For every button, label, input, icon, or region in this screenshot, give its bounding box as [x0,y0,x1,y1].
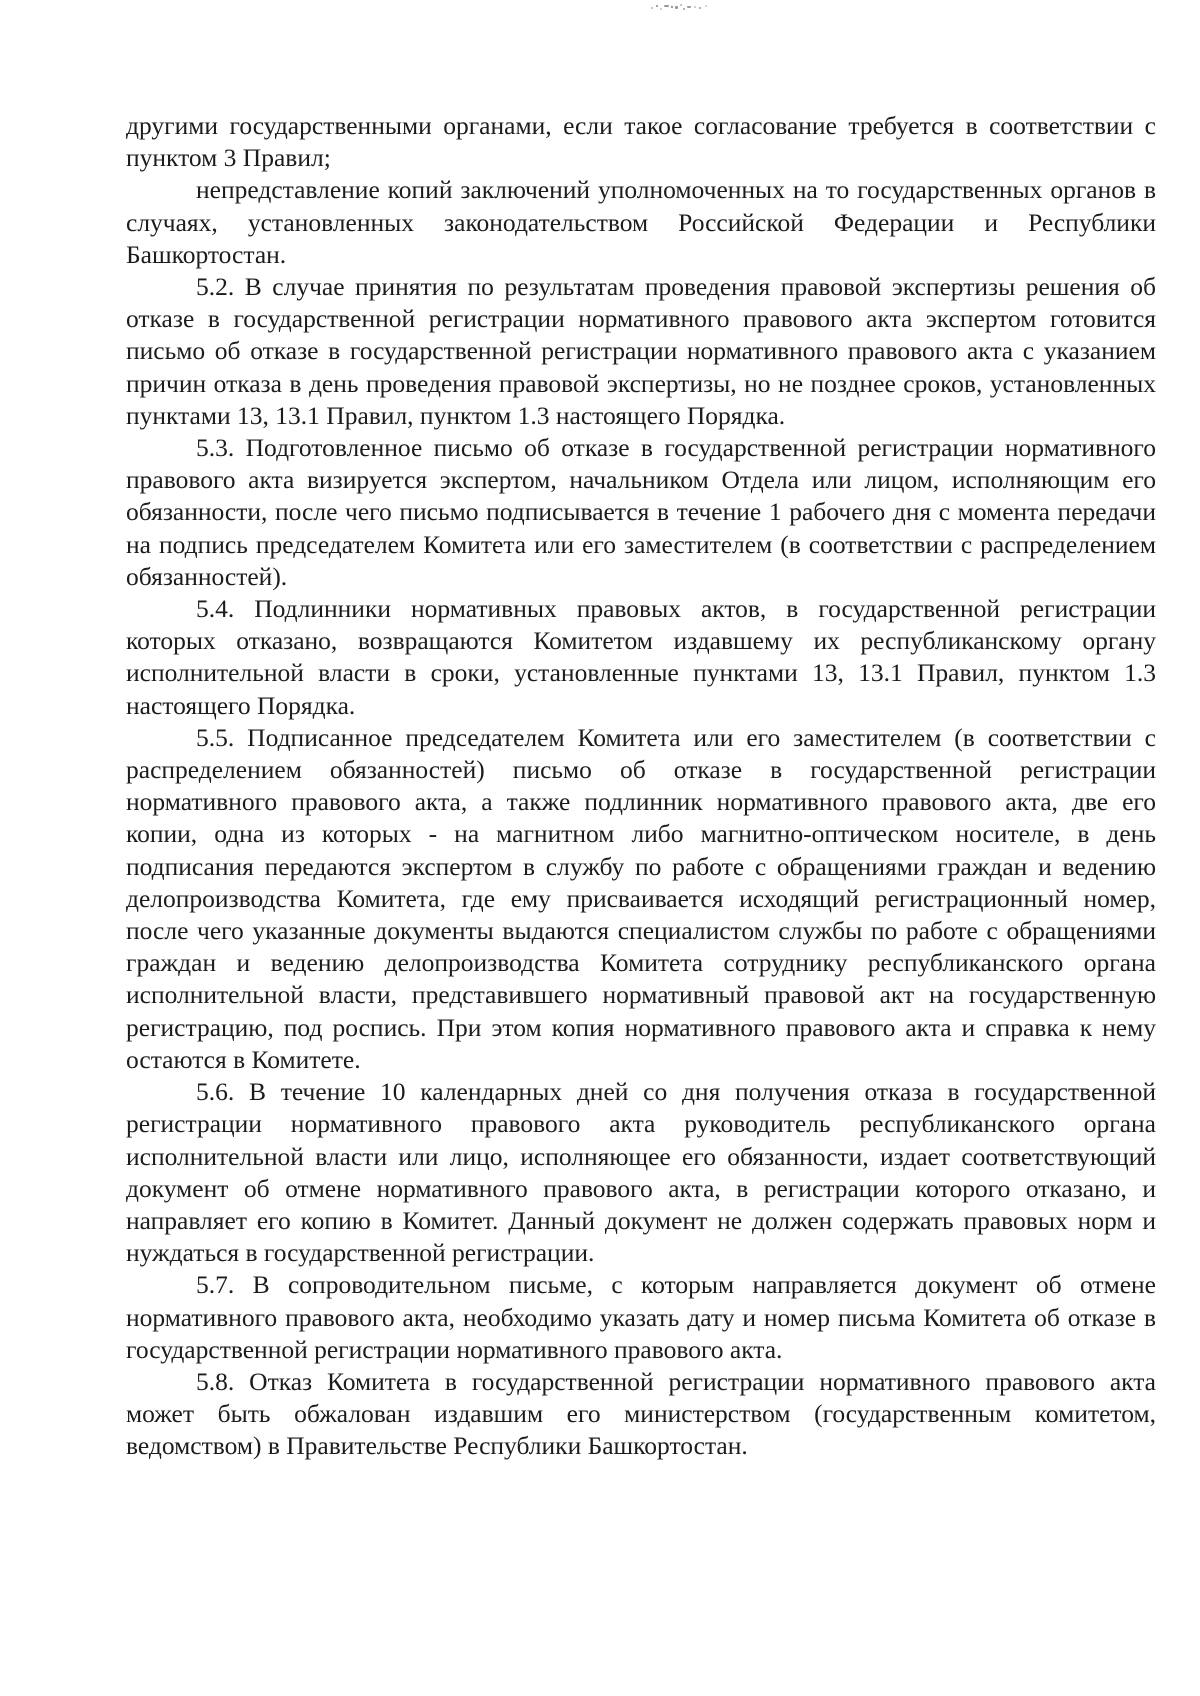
paragraph-5-5: 5.5. Подписанное председателем Комитета или его заместителем (в соответствии с распределением обязанностей) письмо об отказе в государственной регистрации нормативного правового акта, а также подлинник нормативного правового акта, две его копии, одна из которых - на магнитном либо магнитно-оптическом носителе, в день подписания передаются экспертом в службу по работе с обращениями граждан и ведению делопроизводства Комитета, где ему присваивается исходящий регистрационный номер, после чего указанные документы выдаются специалистом службы по работе с обращениями граждан и ведению делопроизводства Комитета сотруднику республиканского органа исполнительной власти, представившего нормативный правовой акт на государственную регистрацию, под роспись. При этом копия нормативного правового акта и справка к нему остаются в Комитете. [126,722,1156,1074]
paragraph-5-8: 5.8. Отказ Комитета в государственной регистрации нормативного правового акта может быть обжалован издавшим его министерством (государственным комитетом, ведомством) в Правительстве Республики Башкортостан. [126,1366,1156,1461]
paragraph-non-submission: непредставление копий заключений уполномоченных на то государственных органов в случаях, установленных законодательством Российской Федерации и Республики Башкортостан. [126,175,1156,269]
scan-artifact-icon [648,2,712,12]
document-body [126,110,1156,1463]
paragraph-5-6: 5.6. В течение 10 календарных дней со дня получения отказа в государственной регистрации нормативного правового акта руководитель республиканского органа исполнительной власти или лицо, исполняющее его обязанности, издает соответствующий документ об отмене нормативного правового акта, в регистрации которого отказано, и направляет его копию в Комитет. Данный документ не должен содержать правовых норм и нуждаться в государственной регистрации. [126,1077,1156,1268]
paragraph-5-7: 5.7. В сопроводительном письме, с которым направляется документ об отмене нормативного правового акта, необходимо указать дату и номер письма Комитета об отказе в государственной регистрации нормативного правового акта. [126,1270,1156,1364]
paragraph-continuation: другими государственными органами, если такое согласование требуется в соответствии с пунктом 3 Правил; [126,111,1156,173]
paragraph-5-3: 5.3. Подготовленное письмо об отказе в государственной регистрации нормативного правового акта визируется экспертом, начальником Отдела или лицом, исполняющим его обязанности, после чего письмо подписывается в течение 1 рабочего дня с момента передачи на подпись председателем Комитета или его заместителем (в соответствии с распределением обязанностей). [126,433,1156,591]
paragraph-5-2: 5.2. В случае принятия по результатам проведения правовой экспертизы решения об отказе в государственной регистрации нормативного правового акта экспертом готовится письмо об отказе в государственной регистрации нормативного правового акта с указанием причин отказа в день проведения правовой экспертизы, но не позднее сроков, установленных пунктами 13, 13.1 Правил, пунктом 1.3 настоящего Порядка. [126,272,1156,430]
paragraph-5-4: 5.4. Подлинники нормативных правовых актов, в государственной регистрации которых отказано, возвращаются Комитетом издавшему их республиканскому органу исполнительной власти в сроки, установленные пунктами 13, 13.1 Правил, пунктом 1.3 настоящего Порядка. [126,594,1156,720]
